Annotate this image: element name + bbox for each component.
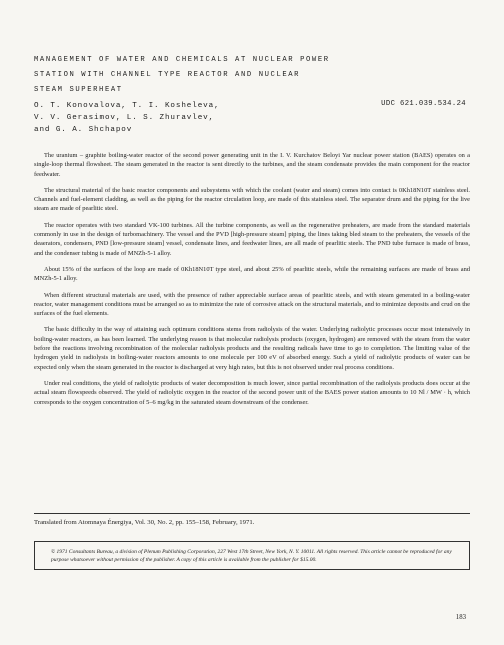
authors-line-1: O. T. Konovalova, T. I. Kosheleva, <box>34 102 220 110</box>
translation-note: Translated from Atomnaya Énergiya, Vol. 30, No. 2, pp. 155–158, February, 1971. <box>34 519 255 526</box>
footnote-divider <box>34 513 470 514</box>
paragraph-6: The basic difficulty in the way of attaining such optimum conditions stems from radiolysis of the water. Underlying radiolytic processes occur most intensively in boiling-water reactors, as has been learned. The underlying reason is that molecular radiolysis products (oxygen, hydrogen) are removed with the steam from the water before the reactions involving recombination of the molecular radiolysis products and the resulting radicals have time to go to completion. The limiting value of the hydrogen yield in radiolysis in boiling-water reactors amounts to one molecule per 100 eV of absorbed energy. Such a yield of radiolytic products of water can be expected only when the steam generated in the reactor is discharged at very high rates, but this is not observed under real process conditions. <box>34 326 470 371</box>
authors-line-2: V. V. Gerasimov, L. S. Zhuravlev, <box>34 114 215 122</box>
paragraph-3: The reactor operates with two standard VK-100 turbines. All the turbine components, as well as the regenerative preheaters, are made from the standard materials commonly in use in the design of turbomachinery. The vessel and the PVD [high-pressure steam] piping, the lines taking bled steam to the preheaters, the vessels of the deaerators, condensers, PND [low-pressure steam] vessel, condensate lines, and feedwater lines, are all made of pearlitic steels. The PND tube furnace is made of brass, and the condenser tubing is made of MNZh-5-1 alloy. <box>34 221 470 257</box>
author-list <box>34 100 220 136</box>
article-title <box>34 53 470 98</box>
paragraph-1: The uranium – graphite boiling-water reactor of the second power generating unit in the I. V. Kurchatov Beloyi Yar nuclear power station (BAES) operates on a single-loop thermal flowsheet. The steam generated in the reactor is sent directly to the turbines, and the steam condensate provides the main component for the reactor feedwater. <box>34 152 470 178</box>
title-line-1: MANAGEMENT OF WATER AND CHEMICALS AT NUCLEAR POWER <box>34 56 330 64</box>
paragraph-5: When different structural materials are used, with the presence of rather appreciable surface areas of pearlitic steels, and with steam generated in a boiling-water reactor, water management conditions must be arranged so as to minimize the rate of corrosive attack on the structural materials, and to minimize deposits and crud on the surfaces of the fuel elements. <box>34 291 470 318</box>
copyright-text: © 1971 Consultants Bureau, a division of Plenum Publishing Corporation, 227 West 17th Street, New York, N. Y. 10011. All rights reserved. This article cannot be reproduced for any purpose whatsoever without permission of the publisher. A copy of this article is available from the publisher for $15.00. <box>51 549 452 564</box>
title-line-3: STEAM SUPERHEAT <box>34 86 123 94</box>
article-body <box>34 151 470 414</box>
authors-line-3: and G. A. Shchapov <box>34 126 133 134</box>
journal-page <box>34 0 470 645</box>
udc-code: UDC 621.039.534.24 <box>381 100 466 108</box>
paragraph-4: About 15% of the surfaces of the loop are made of 0Kh18N10T type steel, and about 25% of pearlitic steels, while the remaining surfaces are made of brass and MNZh-5-1 alloy. <box>34 265 470 283</box>
paragraph-7: Under real conditions, the yield of radiolytic products of water decomposition is much lower, since partial recombination of the radiolysis products does occur at the actual steam flowspeeds observed. The yield of radiolytic oxygen in the reactor of the second power unit of the BAES power station amounts to 10 Nl / MW · h, which corresponds to the oxygen concentration of 5–6 mg/kg in the saturated steam downstream of the condenser. <box>34 379 470 406</box>
page-number: 183 <box>455 614 466 621</box>
title-line-2: STATION WITH CHANNEL TYPE REACTOR AND NUCLEAR <box>34 71 301 79</box>
paragraph-2: The structural material of the basic reactor components and subsystems with which the coolant (water and steam) comes into contact is 0Kh18N10T stainless steel. Channels and fuel-element cladding, as well as the piping for the reactor circulation loop, are made of this stainless steel. The separator drum and the piping for the live steam are made of pearlitic steel. <box>34 186 470 213</box>
copyright-box <box>34 541 470 570</box>
